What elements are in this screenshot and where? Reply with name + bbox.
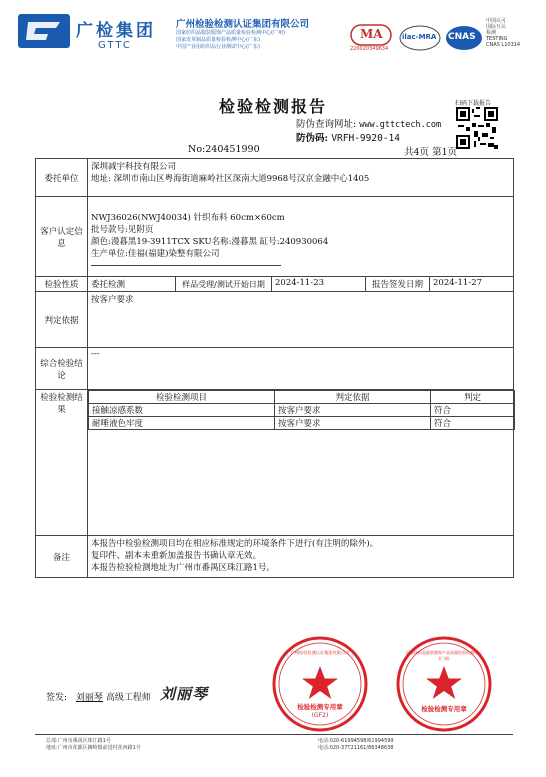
conclusion-label: 综合检验结论 (36, 348, 88, 390)
signer-name: 刘丽琴 (75, 693, 103, 703)
sample-line: 颜色:漫暮黑19-3911TCX SKU名称:漫暮黑 缸号:240930064 (91, 237, 329, 247)
cnas-side-line: 中国认可 (486, 18, 507, 24)
results-row (36, 390, 514, 536)
company-name: 广州检验检测认证集团有限公司 (176, 19, 310, 30)
result-judgement: 符合 (431, 404, 515, 417)
anti-fake-code-value: VRFH-9920-14 (331, 133, 400, 144)
divider (91, 265, 281, 266)
issue-date-label: 报告签发日期 (366, 277, 430, 292)
sample-line: NWJ36026(NWJ40034) 针织布料 60cm×60cm (91, 213, 285, 223)
client-info (88, 159, 514, 197)
footer-addresses (46, 738, 141, 752)
anti-fake-site-label: 防伪查询网址: (296, 119, 357, 130)
result-basis: 按客户要求 (275, 404, 431, 417)
results-cell (88, 390, 514, 536)
anti-fake-code-label: 防伪码: (296, 133, 329, 144)
footer-address: 总部:广州市番禺区珠江路1号 (46, 738, 111, 744)
footer-phone: 电话:020-37T21161/86348638 (318, 745, 394, 751)
signer-title: 高级工程师 (105, 693, 151, 703)
sample-info (88, 197, 514, 277)
result-basis: 按客户要求 (275, 417, 431, 430)
remarks-row (36, 536, 514, 578)
footer-phone: 电话:020-61994598/61994599 (318, 738, 394, 744)
client-row (36, 159, 514, 197)
sample-line: 批号款号:见附页 (91, 225, 154, 235)
official-seal-right (396, 636, 492, 732)
signature-block (46, 690, 151, 703)
client-address: 地址: 深圳市南山区粤海街道麻岭社区深南大道9968号汉京金融中心1405 (91, 174, 370, 184)
results-label: 检验检测结果 (36, 390, 88, 536)
seal-ring-text: 国家纺织品服装服饰产品质量检验检测中心(广州) (406, 650, 482, 661)
seal-ring-text: 广州检验检测认证集团有限公司 (290, 650, 350, 655)
sample-row (36, 197, 514, 277)
conclusion-value: --- (88, 348, 514, 390)
cma-mark (350, 24, 392, 52)
client-label: 委托单位 (36, 159, 88, 197)
anti-fake-code (296, 130, 400, 144)
results-header: 检验检测项目 (89, 391, 275, 404)
results-table (88, 390, 515, 430)
remarks-label: 备注 (36, 536, 88, 578)
basis-row (36, 292, 514, 348)
qr-code-icon[interactable] (456, 107, 498, 149)
ilac-label: ilac-MRA (402, 33, 437, 41)
report-title: 检验检测报告 (218, 97, 327, 116)
remarks-value (88, 536, 514, 578)
logo-chinese-name: 广检集团 (76, 21, 156, 41)
seal-code: (GF2) (311, 712, 329, 719)
company-subline: 国家纺织品服装服饰产品质量检验检测中心(广州) (176, 30, 285, 36)
footer-divider (35, 734, 513, 735)
table-row (89, 404, 515, 417)
nature-value: 委托检测 (88, 277, 176, 292)
start-date-value: 2024-11-23 (272, 277, 366, 292)
remark-line: 复印件、副本未重新加盖报告书确认章无效。 (91, 551, 262, 561)
client-name: 深圳减宇科技有限公司 (91, 162, 177, 172)
results-header: 判定 (431, 391, 515, 404)
sample-line: 生产单位:佳福(福建)染整有限公司 (91, 249, 220, 259)
company-subline: 国家皮革制品质量检验检测中心(广东) (176, 37, 260, 43)
gttc-logo-mark (18, 14, 70, 48)
remark-line: 本报告检验检测地址为广州市番禺区珠江路1号。 (91, 563, 275, 573)
cnas-side-line: 检测 (486, 30, 497, 36)
conclusion-row (36, 348, 514, 390)
results-header-row (89, 391, 515, 404)
anti-fake-site-url[interactable]: www.gttctech.com (359, 120, 442, 130)
footer-phones (318, 738, 394, 752)
results-header: 判定依据 (275, 391, 431, 404)
basis-value: 按客户要求 (88, 292, 514, 348)
cnas-side-line: TESTING (486, 36, 508, 42)
ilac-mark (398, 24, 442, 52)
issue-date-value: 2024-11-27 (430, 277, 514, 292)
signature-label: 签发: (46, 693, 68, 703)
qr-label: 扫码下载报告 (455, 100, 492, 107)
report-number: No:240451990 (188, 144, 260, 155)
table-row (89, 417, 515, 430)
cma-number: 220020349634 (350, 46, 389, 52)
nature-row (36, 277, 514, 292)
remark-line: 本报告中检验检测项目均在相应标准规定的环境条件下进行(有注明的除外)。 (91, 539, 379, 549)
result-item: 接触凉感系数 (89, 404, 275, 417)
company-subline: 中国产业用纺织品行业测试中心(广东) (176, 44, 260, 50)
cnas-side-text (486, 18, 520, 48)
logo-english-name: GTTC (98, 40, 132, 51)
handwritten-signature: 刘丽琴 (160, 685, 209, 703)
seal-bottom-text: 检验检测专用章 (297, 703, 343, 711)
cma-label: MA (360, 27, 383, 41)
result-item: 耐唾液色牢度 (89, 417, 275, 430)
cnas-label: CNAS (448, 32, 476, 42)
result-judgement: 符合 (431, 417, 515, 430)
cnas-side-line: 国际互认 (486, 24, 507, 30)
nature-label: 检验性质 (36, 277, 88, 292)
report-table (35, 158, 514, 578)
cnas-side-line: CNAS L10314 (486, 42, 521, 48)
cnas-mark (444, 24, 484, 52)
sample-label: 客户认定信息 (36, 197, 88, 277)
page-counter: 共4页 第1页 (404, 147, 458, 158)
official-seal-left (272, 636, 368, 732)
anti-fake-site (296, 116, 441, 130)
seal-bottom-text: 检验检测专用章 (421, 705, 467, 713)
footer-address: 地址:广州市花都区狮岭镇前进村花西路1号 (46, 745, 141, 751)
start-date-label: 样品受理/测试开始日期 (176, 277, 272, 292)
basis-label: 判定依据 (36, 292, 88, 348)
